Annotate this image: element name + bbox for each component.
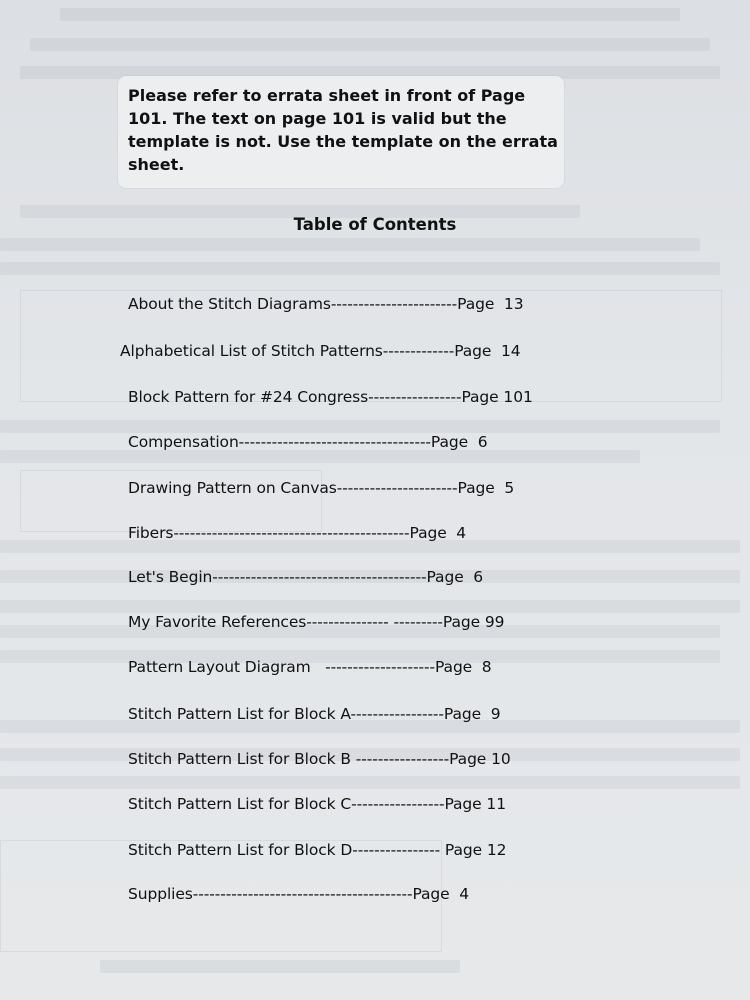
toc-entry: Stitch Pattern List for Block A-----------------Page 9 [128,705,501,723]
toc-entry: My Favorite References--------------- ---------Page 99 [128,613,505,631]
toc-entry: Stitch Pattern List for Block D---------------- Page 12 [128,841,507,859]
toc-entry: About the Stitch Diagrams-----------------------Page 13 [128,295,524,313]
toc-entry: Supplies----------------------------------------Page 4 [128,885,470,903]
errata-notice-text: Please refer to errata sheet in front of Page 101. The text on page 101 is valid but the template is not. Use the template on the errata sheet. [128,86,558,174]
toc-entry: Stitch Pattern List for Block C-----------------Page 11 [128,795,506,813]
toc-entry: Let's Begin---------------------------------------Page 6 [128,568,484,586]
toc-entry: Compensation-----------------------------------Page 6 [128,433,488,451]
toc-entry: Pattern Layout Diagram --------------------Page 8 [128,658,492,676]
toc-entry: Fibers-------------------------------------------Page 4 [128,524,467,542]
toc-entry: Block Pattern for #24 Congress-----------------Page 101 [128,388,533,406]
toc-title: Table of Contents [293,215,457,234]
toc-entry: Stitch Pattern List for Block B -----------------Page 10 [128,750,511,768]
toc-entry: Alphabetical List of Stitch Patterns-------------Page 14 [120,342,521,360]
toc-entry: Drawing Pattern on Canvas----------------------Page 5 [128,479,515,497]
